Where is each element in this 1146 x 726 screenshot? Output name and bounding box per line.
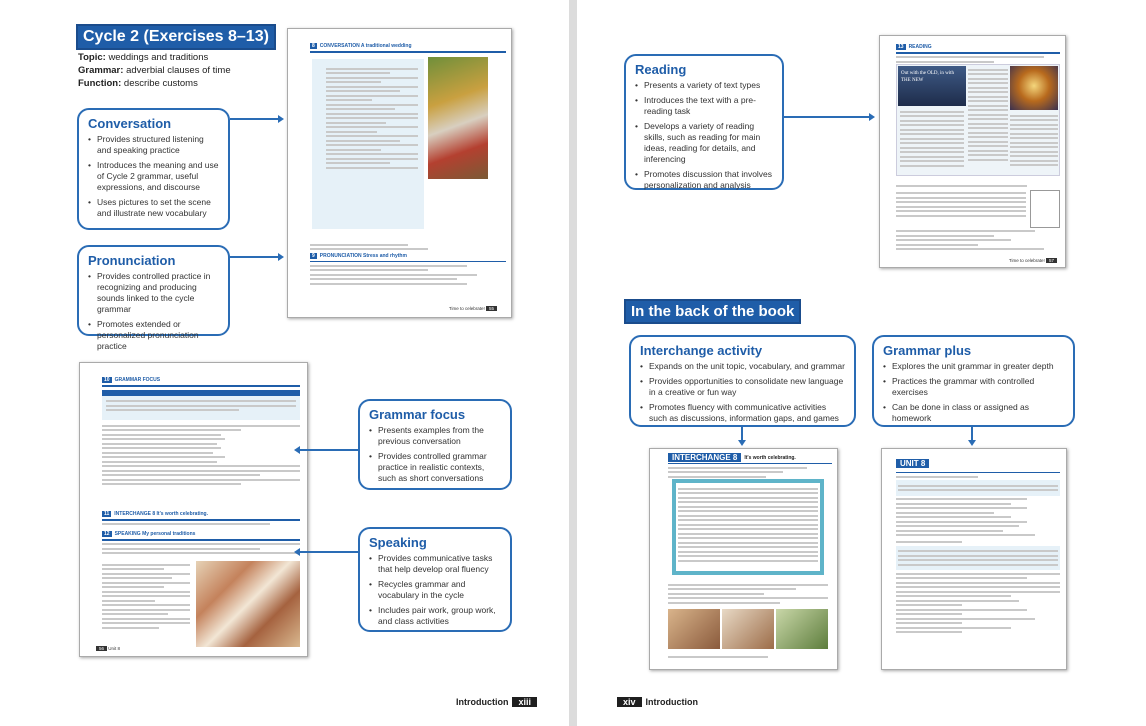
interchange-header: INTERCHANGE 8 [668,453,741,462]
section-title: READING [908,44,932,50]
speaking-title: Speaking [369,535,427,550]
activity-photo [668,609,720,649]
article-title: Out with the OLD, in with THE NEW [901,71,955,83]
grammar-focus-title: Grammar focus [369,407,466,422]
thumbnail-footer: 56 Unit 8 [96,646,120,651]
birthday-photo [196,561,300,647]
arrow-line [230,118,280,120]
arrow-line [230,256,280,258]
grammar-plus-item: • Can be done in class or assigned as homework [883,402,1064,424]
pronunciation-item: • Promotes extended or personalized pronunciation practice [88,319,219,352]
arrow-left-icon [294,446,300,454]
topic-value: weddings and traditions [108,52,209,63]
conversation-item: • Introduces the meaning and use of Cycle 2 grammar, useful expressions, and discourse [88,160,219,193]
thumbnail-footer: Time to celebrate! 57 [1009,258,1057,263]
pronunciation-item: • Provides controlled practice in recognizing and producing sounds linked to the cycle grammar [88,271,219,315]
reading-title: Reading [635,62,687,77]
section-title: CONVERSATION A traditional wedding [319,43,412,49]
article-header-photo [898,66,966,106]
cycle-info [78,51,231,90]
pronunciation-title: Pronunciation [88,253,176,268]
grammar-plus-box [872,335,1075,427]
grammar-plus-header: UNIT 8 [896,459,929,468]
grammar-plus-item: • Explores the unit grammar in greater depth [883,361,1064,372]
grammar-plus-title: Grammar plus [883,343,972,358]
right-page [577,0,1146,726]
reading-item: • Develops a variety of reading skills, such as reading for main ideas, reading for details, and inferencing [635,121,773,165]
arrow-line [741,427,743,441]
section-number: 12 [104,531,110,537]
section-number: 8 [312,43,315,49]
interchange-activity-title: Interchange activity [640,343,763,358]
grammar-plus-item: • Practices the grammar with controlled exercises [883,376,1064,398]
conversation-page-thumbnail [287,28,512,318]
section-title: PRONUNCIATION Stress and rhythm [319,252,407,259]
speaking-item: • Provides communicative tasks that help develop oral fluency [369,553,501,575]
grammar-focus-item: • Provides controlled grammar practice in realistic contexts, such as short conversations [369,451,501,484]
speaking-item: • Includes pair work, group work, and class activities [369,605,501,627]
fireworks-photo [1010,66,1058,110]
thumbnail-footer: Time to celebrate! 55 [449,306,497,311]
reading-item: • Presents a variety of text types [635,80,773,91]
grammar-label: Grammar: [78,65,124,76]
grammar-focus-page-thumbnail [79,362,308,657]
reading-item: • Introduces the text with a pre-reading task [635,95,773,117]
arrow-down-icon [738,440,746,446]
section-title: INTERCHANGE 8 It's worth celebrating. [114,511,208,517]
grammar-focus-box [358,399,512,490]
arrow-right-icon [869,113,875,121]
footer-label: Introduction [455,697,509,707]
arrow-line [971,427,973,441]
arrow-left-icon [294,548,300,556]
interchange-subtitle: It's worth celebrating. [744,454,796,461]
grammar-focus-item: • Presents examples from the previous conversation [369,425,501,447]
conversation-item: • Uses pictures to set the scene and illustrate new vocabulary [88,197,219,219]
reading-box [624,54,784,190]
wedding-photo [428,57,488,179]
page-footer [617,697,698,707]
page-number: xiii [512,697,537,707]
section-number: 11 [104,511,110,517]
interchange-item: • Promotes fluency with communicative activities such as discussions, information gaps, and games [640,402,845,424]
page-number: xiv [617,697,642,707]
arrow-right-icon [278,253,284,261]
section-number: 10 [104,377,110,383]
dialogue-panel [312,59,424,229]
survey-table [672,479,824,575]
interchange-activity-box [629,335,856,427]
arrow-down-icon [968,440,976,446]
interchange-item: • Provides opportunities to consolidate new language in a creative or fun way [640,376,845,398]
speaking-box [358,527,512,632]
footer-label: Introduction [645,697,699,707]
back-of-book-banner: In the back of the book [624,299,801,324]
section-title: GRAMMAR FOCUS [114,377,161,383]
conversation-title: Conversation [88,116,172,131]
interchange-page-thumbnail [649,448,838,670]
function-value: describe customs [123,78,198,89]
grammar-plus-page-thumbnail [881,448,1067,670]
function-label: Function: [78,78,122,89]
cycle-title: Cycle 2 (Exercises 8–13) [76,24,276,50]
pronunciation-box [77,245,230,351]
arrow-line [300,551,358,553]
conversation-item: • Provides structured listening and speaking practice [88,134,219,156]
grammar-value: adverbial clauses of time [126,65,231,76]
arrow-line [784,116,870,118]
section-number: 9 [312,252,315,259]
interchange-item: • Expands on the unit topic, vocabulary, and grammar [640,361,845,372]
arrow-line [300,449,358,451]
page-footer [456,697,537,707]
arrow-right-icon [278,115,284,123]
topic-label: Topic: [78,52,106,63]
conversation-box [77,108,230,230]
activity-photo [722,609,774,649]
speaking-item: • Recycles grammar and vocabulary in the cycle [369,579,501,601]
section-number: 13 [898,44,904,50]
reading-item: • Promotes discussion that involves personalization and analysis [635,169,773,191]
reading-page-thumbnail [879,35,1066,268]
left-page [0,0,569,726]
activity-photo [776,609,828,649]
section-title: SPEAKING My personal traditions [114,531,196,537]
